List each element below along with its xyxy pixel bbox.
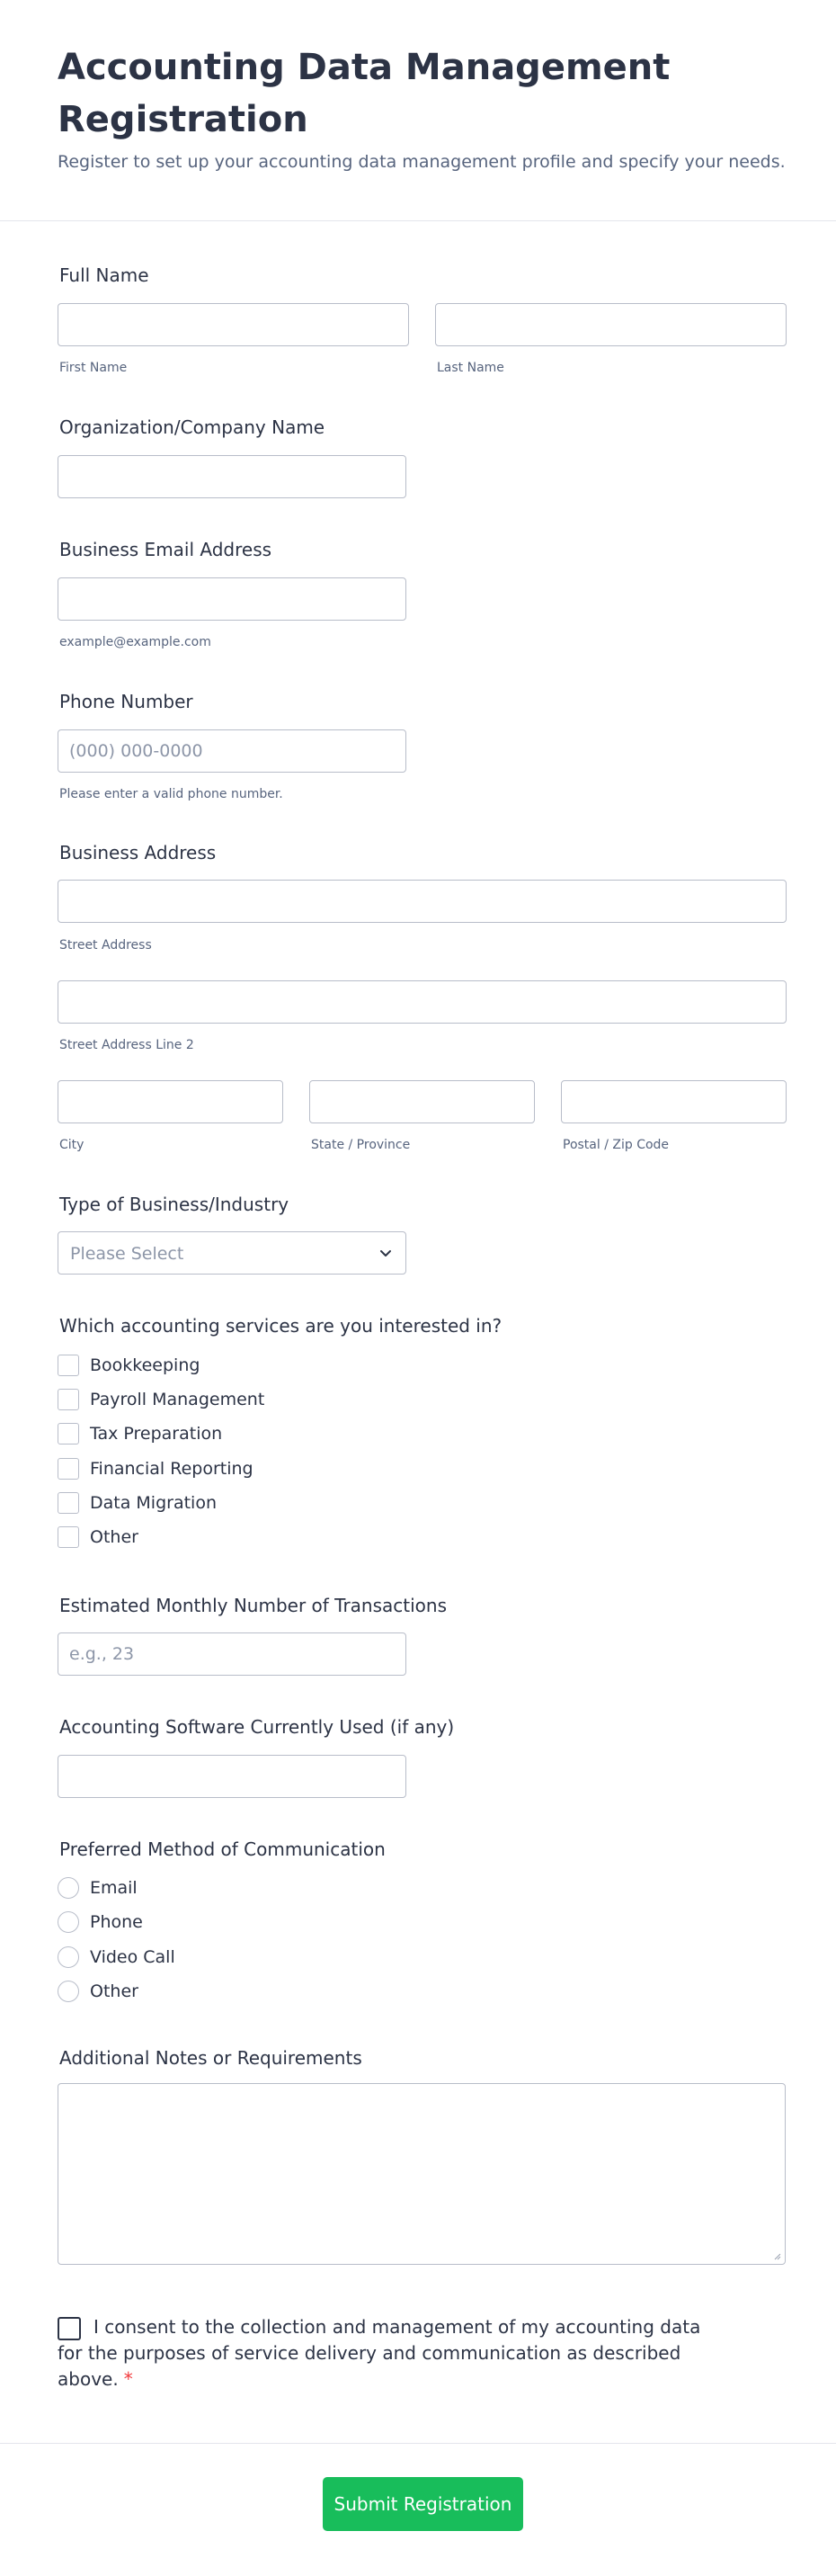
communication-option-label: Video Call bbox=[90, 1947, 175, 1967]
chevron-down-icon bbox=[377, 1244, 395, 1262]
phone-label: Phone Number bbox=[59, 691, 193, 712]
email-input[interactable] bbox=[58, 577, 406, 621]
checkbox[interactable] bbox=[58, 1423, 79, 1445]
street-address-input[interactable] bbox=[58, 880, 787, 923]
required-mark: * bbox=[123, 2368, 133, 2390]
form-header bbox=[0, 0, 836, 221]
first-name-input[interactable] bbox=[58, 303, 409, 346]
zip-sublabel: Postal / Zip Code bbox=[563, 1138, 670, 1152]
service-option-label: Data Migration bbox=[90, 1493, 217, 1513]
service-option-label: Payroll Management bbox=[90, 1390, 265, 1409]
organization-input[interactable] bbox=[58, 455, 406, 498]
consent-label: I consent to the collection and management of my accounting data for the purposes of service delivery and communication as described above. bbox=[58, 2316, 701, 2390]
checkbox[interactable] bbox=[58, 1526, 79, 1548]
service-option-label: Bookkeeping bbox=[90, 1355, 200, 1375]
zip-input[interactable] bbox=[561, 1080, 787, 1123]
state-input[interactable] bbox=[309, 1080, 535, 1123]
first-name-sublabel: First Name bbox=[59, 361, 128, 375]
email-sublabel: example@example.com bbox=[59, 635, 211, 649]
notes-textarea[interactable] bbox=[58, 2083, 786, 2265]
industry-select-value: Please Select bbox=[70, 1244, 184, 1264]
radio-button[interactable] bbox=[58, 1911, 79, 1933]
resize-grip-icon[interactable] bbox=[772, 2251, 781, 2260]
radio-button[interactable] bbox=[58, 1981, 79, 2002]
transactions-label: Estimated Monthly Number of Transactions bbox=[59, 1595, 447, 1616]
page-subtitle: Register to set up your accounting data management profile and specify your needs. bbox=[58, 152, 786, 172]
email-label: Business Email Address bbox=[59, 539, 272, 560]
checkbox[interactable] bbox=[58, 1492, 79, 1514]
consent-text bbox=[58, 2314, 705, 2393]
footer-divider bbox=[0, 2443, 836, 2444]
communication-option-label: Other bbox=[90, 1981, 138, 2001]
software-label: Accounting Software Currently Used (if any) bbox=[59, 1716, 455, 1738]
industry-select[interactable] bbox=[58, 1231, 406, 1275]
state-sublabel: State / Province bbox=[311, 1138, 411, 1152]
phone-input[interactable] bbox=[58, 729, 406, 773]
page-title: Accounting Data Management Registration bbox=[58, 47, 671, 140]
submit-button[interactable]: Submit Registration bbox=[323, 2477, 523, 2531]
city-sublabel: City bbox=[59, 1138, 84, 1152]
transactions-input[interactable] bbox=[58, 1632, 406, 1676]
checkbox[interactable] bbox=[58, 1389, 79, 1410]
services-label: Which accounting services are you interested in? bbox=[59, 1315, 502, 1337]
phone-sublabel: Please enter a valid phone number. bbox=[59, 787, 283, 801]
last-name-sublabel: Last Name bbox=[437, 361, 504, 375]
communication-option-label: Email bbox=[90, 1878, 138, 1898]
street-address-line2-input[interactable] bbox=[58, 980, 787, 1024]
radio-button[interactable] bbox=[58, 1946, 79, 1968]
radio-button[interactable] bbox=[58, 1877, 79, 1899]
full-name-label: Full Name bbox=[59, 264, 149, 286]
software-input[interactable] bbox=[58, 1755, 406, 1798]
communication-label: Preferred Method of Communication bbox=[59, 1838, 386, 1860]
service-option-label: Other bbox=[90, 1527, 138, 1547]
communication-option-label: Phone bbox=[90, 1912, 143, 1932]
city-input[interactable] bbox=[58, 1080, 283, 1123]
checkbox[interactable] bbox=[58, 1355, 79, 1376]
notes-label: Additional Notes or Requirements bbox=[59, 2047, 362, 2069]
street-address-sublabel: Street Address bbox=[59, 938, 152, 953]
checkbox[interactable] bbox=[58, 1458, 79, 1480]
service-option-label: Tax Preparation bbox=[90, 1424, 223, 1444]
last-name-input[interactable] bbox=[435, 303, 787, 346]
organization-label: Organization/Company Name bbox=[59, 416, 325, 438]
industry-label: Type of Business/Industry bbox=[59, 1194, 289, 1215]
service-option-label: Financial Reporting bbox=[90, 1459, 253, 1479]
address-label: Business Address bbox=[59, 842, 217, 863]
street-address-line2-sublabel: Street Address Line 2 bbox=[59, 1038, 194, 1052]
